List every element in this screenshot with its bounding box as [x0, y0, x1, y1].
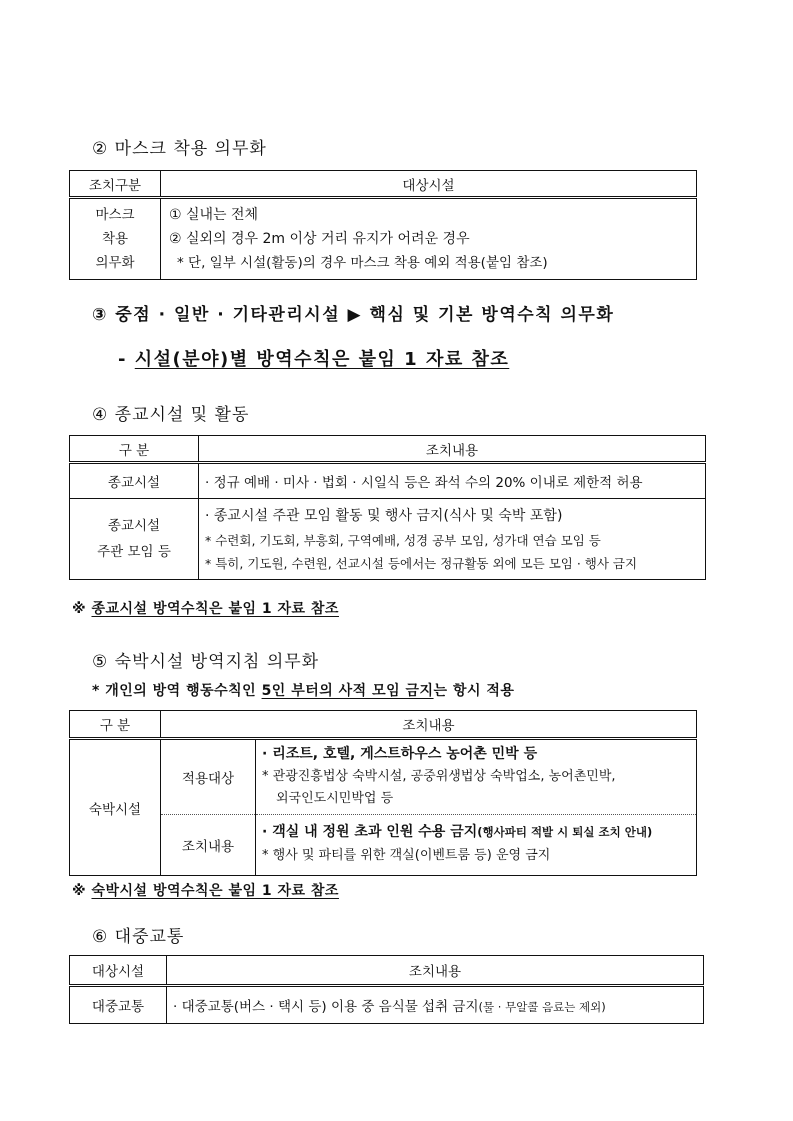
- list-item: * 행사 및 파티를 위한 객실(이벤트룸 등) 운영 금지: [262, 848, 551, 863]
- religion-rule: · 정규 예배 · 미사 · 법회 · 시일식 등은 좌석 수의 20% 이내로 제한적 허용: [199, 463, 706, 499]
- section-3-sub: - 시설(분야)별 방역수칙은 붙임 1 자료 참조: [118, 349, 510, 370]
- list-item: ② 실외의 경우 2m 이상 거리 유지가 어려운 경우: [169, 231, 470, 247]
- list-item: * 단, 일부 시설(활동)의 경우 마스크 착용 예외 적용(붙임 참조): [177, 255, 548, 271]
- list-item: 외국인도시민박업 등: [276, 791, 394, 806]
- transit-table: [69, 955, 704, 1024]
- header-target: 대상시설: [161, 171, 697, 198]
- header-target: 대상시설: [70, 956, 167, 986]
- list-item: * 관광진흥법상 숙박시설, 공중위생법상 숙박업소, 농어촌민박,: [262, 769, 616, 784]
- sub-label-measure: 조치내용: [161, 815, 256, 876]
- lodging-table: [69, 710, 697, 876]
- row-label-transit: 대중교통: [70, 986, 167, 1024]
- row-label-mask: 마스크 착용 의무화: [70, 198, 161, 280]
- header-content: 조치내용: [161, 711, 697, 739]
- religion-gathering-rules: · 종교시설 주관 모임 활동 및 행사 금지(식사 및 숙박 포함) * 수련회, 기도회, 부흥회, 구역예배, 성경 공부 모임, 성가대 연습 모임 등 * 특히, 기도원, 수련원, 선교시설 등에서는 정규활동 외에 모든 모임 · 행사 금지: [199, 499, 706, 580]
- list-item: ① 실내는 전체: [169, 207, 259, 223]
- mask-items: [161, 198, 697, 280]
- header-category: 조치구분: [70, 171, 161, 198]
- lodging-target: · 리조트, 호텔, 게스트하우스 농어촌 민박 등 * 관광진흥법상 숙박시설, 공중위생법상 숙박업소, 농어촌민박, 외국인도시민박업 등: [256, 739, 697, 815]
- religion-footnote: ※ 종교시설 방역수칙은 붙임 1 자료 참조: [72, 601, 339, 617]
- row-label-lodging: 숙박시설: [70, 739, 161, 876]
- row-label-religion-gathering: 종교시설 주관 모임 등: [70, 499, 199, 580]
- section-3-heading: ③ 중점 · 일반 · 기타관리시설 ▶ 핵심 및 기본 방역수칙 의무화: [92, 305, 615, 325]
- header-category: 구 분: [70, 436, 199, 463]
- mask-table: [69, 170, 697, 280]
- lodging-measure: · 객실 내 정원 초과 인원 수용 금지(행사파티 적발 시 퇴실 조치 안내) * 행사 및 파티를 위한 객실(이벤트룸 등) 운영 금지: [256, 815, 697, 876]
- section-5-heading: ⑤ 숙박시설 방역지침 의무화: [92, 652, 320, 672]
- section-5-note: * 개인의 방역 행동수칙인 5인 부터의 사적 모임 금지는 항시 적용: [92, 683, 515, 699]
- header-content: 조치내용: [167, 956, 704, 986]
- sub-label-target: 적용대상: [161, 739, 256, 815]
- list-item: * 수련회, 기도회, 부흥회, 구역예배, 성경 공부 모임, 성가대 연습 모임 등: [205, 533, 601, 548]
- header-category: 구 분: [70, 711, 161, 739]
- section-6-heading: ⑥ 대중교통: [92, 927, 185, 947]
- lodging-footnote: ※ 숙박시설 방역수칙은 붙임 1 자료 참조: [72, 883, 339, 899]
- list-item: * 특히, 기도원, 수련원, 선교시설 등에서는 정규활동 외에 모든 모임 · 행사 금지: [205, 556, 638, 571]
- religion-table: [69, 435, 706, 580]
- header-content: 조치내용: [199, 436, 706, 463]
- row-label-religion: 종교시설: [70, 463, 199, 499]
- section-2-heading: ② 마스크 착용 의무화: [92, 139, 267, 159]
- transit-rule: · 대중교통(버스 · 택시 등) 이용 중 음식물 섭취 금지(물 · 무알콜 음료는 제외): [167, 986, 704, 1024]
- section-4-heading: ④ 종교시설 및 활동: [92, 405, 250, 425]
